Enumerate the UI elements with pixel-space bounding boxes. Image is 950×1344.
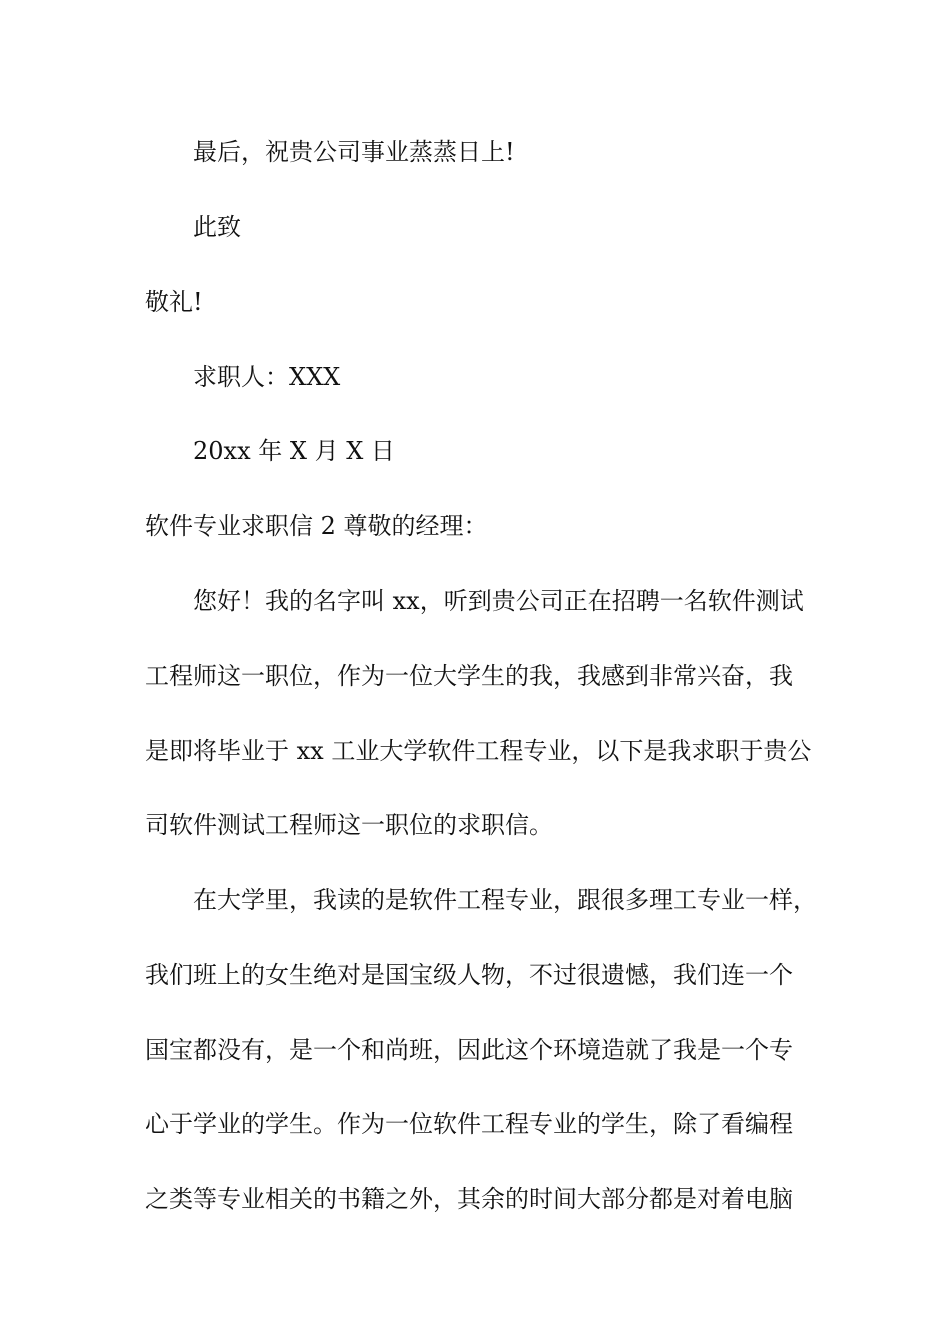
paragraph-line: 是即将毕业于 xx 工业大学软件工程专业，以下是我求职于贵公	[145, 737, 812, 765]
closing-wish: 最后，祝贵公司事业蒸蒸日上!	[193, 138, 515, 166]
letter-date: 20xx 年 X 月 X 日	[193, 437, 395, 465]
paragraph-line: 心于学业的学生。作为一位软件工程专业的学生，除了看编程	[145, 1110, 793, 1138]
paragraph-line: 司软件测试工程师这一职位的求职信。	[145, 811, 553, 839]
paragraph-line: 在大学里，我读的是软件工程专业，跟很多理工专业一样，	[193, 886, 817, 914]
paragraph-line: 国宝都没有，是一个和尚班，因此这个环境造就了我是一个专	[145, 1036, 793, 1064]
paragraph-line: 工程师这一职位，作为一位大学生的我，我感到非常兴奋，我	[145, 662, 793, 690]
paragraph-line: 您好！我的名字叫 xx，听到贵公司正在招聘一名软件测试	[193, 587, 804, 615]
salutation-line-2: 敬礼!	[145, 288, 203, 316]
paragraph-line: 我们班上的女生绝对是国宝级人物，不过很遗憾，我们连一个	[145, 961, 793, 989]
applicant-signature: 求职人：XXX	[193, 363, 341, 391]
salutation-line-1: 此致	[193, 213, 241, 241]
letter-heading: 软件专业求职信 2 尊敬的经理：	[145, 512, 488, 540]
paragraph-line: 之类等专业相关的书籍之外，其余的时间大部分都是对着电脑	[145, 1185, 793, 1213]
